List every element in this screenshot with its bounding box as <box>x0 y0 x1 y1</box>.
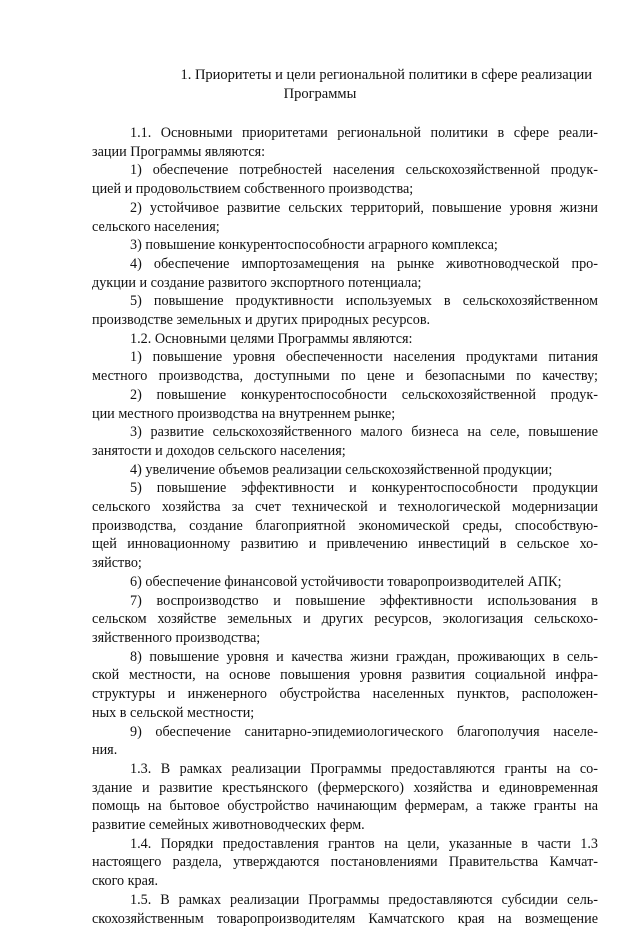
text-line: 9) обеспечение санитарно-эпидемиологического благополучия населе- <box>130 723 598 740</box>
text-line: зяйство; <box>92 555 142 572</box>
text-line: сельского хозяйства за счет технической и технологической модернизации <box>92 499 598 516</box>
text-line: дукции и создание развитого экспортного потенциала; <box>92 274 422 291</box>
section-heading <box>40 66 600 104</box>
text-line: настоящего раздела, утверждаются постановлениями Правительства Камчат- <box>92 854 598 871</box>
text-line: местного производства, доступными по цене и безопасными по качеству; <box>92 368 598 385</box>
text-line: 7) воспроизводство и повышение эффективности использования в <box>130 592 598 609</box>
text-line: скохозяйственным товаропроизводителям Камчатского края на возмещение <box>92 910 598 927</box>
text-line: развитие семейных животноводческих ферм. <box>92 817 365 834</box>
text-line: структуры и инженерного обустройства населенных пунктов, расположен- <box>92 686 598 703</box>
text-line: 2) повышение конкурентоспособности сельскохозяйственной продук- <box>130 386 598 403</box>
text-line: цией и продовольствием собственного производства; <box>92 181 414 198</box>
text-line: 1.1. Основными приоритетами региональной политики в сфере реали- <box>130 125 598 141</box>
heading-line: Программы <box>283 86 357 102</box>
text-line: 8) повышение уровня и качества жизни граждан, проживающих в сель- <box>130 648 598 665</box>
text-line: здание и развитие крестьянского (фермерского) хозяйства и единовременная <box>92 779 598 796</box>
text-line: ных в сельской местности; <box>92 704 255 721</box>
text-line: ния. <box>92 742 118 759</box>
text-line: 1.5. В рамках реализации Программы предоставляются субсидии сель- <box>130 891 598 908</box>
text-line: ского края. <box>92 873 159 890</box>
text-line: помощь на бытовое обустройство начинающим фермерам, а также гранты на <box>92 798 598 815</box>
text-line: 1.2. Основными целями Программы являются: <box>130 330 413 347</box>
text-line: 3) развитие сельскохозяйственного малого бизнеса на селе, повышение <box>130 424 598 441</box>
document-body <box>92 124 598 928</box>
text-line: производстве земельных и других природных ресурсов. <box>92 312 431 329</box>
text-line: щей инновационному развитию и привлечению инвестиций в сельское хо- <box>92 536 598 553</box>
text-line: 1.4. Порядки предоставления грантов на цели, указанные в части 1.3 <box>130 835 598 852</box>
text-line: ской местности, на основе повышения уровня развития социальной инфра- <box>92 667 598 684</box>
text-line: 6) обеспечение финансовой устойчивости товаропроизводителей АПК; <box>130 573 562 590</box>
text-line: 4) обеспечение импортозамещения на рынке животноводческой про- <box>130 255 598 272</box>
text-line: сельском хозяйстве земельных и других ресурсов, экологизация сельскохо- <box>92 611 598 628</box>
text-line: 3) повышение конкурентоспособности аграрного комплекса; <box>130 237 498 254</box>
text-line: зации Программы являются: <box>92 143 266 160</box>
text-line: ции местного производства на внутреннем рынке; <box>92 405 396 422</box>
text-line: 1.3. В рамках реализации Программы предоставляются гранты на со- <box>130 760 598 777</box>
text-line: 1) повышение уровня обеспеченности населения продуктами питания <box>130 349 598 366</box>
text-line: 1) обеспечение потребностей населения сельскохозяйственной продук- <box>130 162 598 179</box>
heading-line: 1. Приоритеты и цели региональной политики в сфере реализации <box>180 67 592 83</box>
text-line: сельского населения; <box>92 218 220 235</box>
text-line: 4) увеличение объемов реализации сельскохозяйственной продукции; <box>130 461 553 478</box>
text-line: 5) повышение эффективности и конкурентоспособности продукции <box>130 480 598 497</box>
text-line: 5) повышение продуктивности используемых в сельскохозяйственном <box>130 293 598 310</box>
text-line: занятости и доходов сельского населения; <box>92 442 346 459</box>
text-line: зяйственного производства; <box>92 629 261 646</box>
text-line: 2) устойчивое развитие сельских территорий, повышение уровня жизни <box>130 199 598 216</box>
text-line: производства, создание благоприятной экономической среды, способствую- <box>92 517 598 534</box>
